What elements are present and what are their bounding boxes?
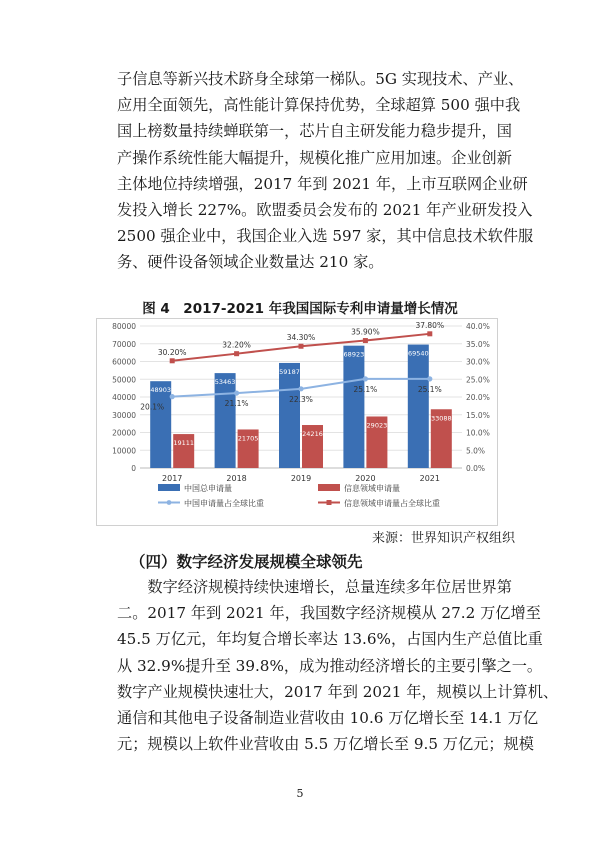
bar-total — [279, 363, 300, 468]
text-line: 数字产业规模快速壮大，2017 年到 2021 年，规模以上计算机、 — [117, 682, 559, 701]
figure-title: 图 4 2017-2021 年我国国际专利申请量增长情况 — [142, 301, 458, 317]
bar-data-label: 24216 — [302, 430, 323, 439]
y-left-tick-label: 50000 — [112, 375, 136, 385]
bar-data-label: 69540 — [407, 349, 429, 358]
text-line: 发投入增长 227%。欧盟委员会发布的 2021 年产业研发投入 — [117, 201, 533, 220]
line-data-label: 37.80% — [415, 320, 445, 330]
bar-data-label: 48903 — [150, 386, 172, 395]
y-left-tick-label: 20000 — [112, 428, 136, 438]
bar-total — [343, 346, 364, 468]
text-line: 子信息等新兴技术跻身全球第一梯队。5G 实现技术、产业、 — [117, 70, 524, 88]
line-data-label: 35.90% — [351, 327, 380, 337]
point-cn-share — [234, 390, 239, 395]
line-data-label: 21.1% — [224, 399, 249, 409]
text-line: 从 32.9%提升至 39.8%，成为推动经济增长的主要引擎之一。 — [117, 656, 543, 675]
y-right-tick-label: 20.0% — [466, 393, 490, 402]
figure-source: 来源：世界知识产权组织 — [371, 531, 515, 546]
y-right-tick-label: 40.0% — [466, 322, 490, 331]
point-info-share — [299, 344, 304, 349]
bar-total — [408, 345, 429, 468]
y-left-tick-label: 60000 — [112, 357, 136, 367]
text-line: 应用全面领先，高性能计算保持优势，全球超算 500 强中我 — [117, 96, 521, 115]
bar-data-label: 21705 — [237, 434, 259, 443]
bar-total — [150, 381, 171, 468]
text-line: 数字经济规模持续快速增长，总量连续多年位居世界第 — [117, 578, 512, 596]
point-info-share — [363, 338, 368, 343]
line-data-label: 25.1% — [417, 384, 442, 394]
legend-label: 信息领域申请量 — [344, 484, 400, 493]
line-data-label: 25.1% — [353, 384, 378, 394]
bar-data-label: 53463 — [214, 378, 236, 387]
x-tick-label: 2019 — [290, 474, 312, 483]
legend-label: 中国申请量占全球比重 — [184, 499, 264, 508]
y-left-tick-label: 10000 — [112, 446, 136, 456]
point-cn-share — [427, 376, 432, 381]
x-tick-label: 2020 — [355, 474, 376, 483]
line-data-label: 20.1% — [140, 402, 165, 412]
x-tick-label: 2021 — [419, 474, 440, 483]
text-line: 元；规模以上软件业营收由 5.5 万亿增长至 9.5 万亿元；规模 — [117, 735, 534, 754]
line-data-label: 30.20% — [157, 347, 187, 357]
x-tick-label: 2018 — [226, 474, 247, 483]
line-data-label: 32.20% — [222, 340, 251, 350]
bar-data-label: 59187 — [279, 367, 300, 376]
bar-total — [215, 373, 236, 468]
y-right-tick-label: 10.0% — [466, 428, 490, 438]
y-left-tick-label: 30000 — [112, 410, 136, 420]
y-right-tick-label: 25.0% — [466, 375, 490, 385]
legend-swatch — [158, 484, 180, 491]
y-left-tick-label: 40000 — [112, 393, 136, 402]
y-right-tick-label: 15.0% — [466, 410, 490, 420]
x-tick-label: 2017 — [162, 474, 183, 483]
bar-data-label: 33088 — [430, 414, 452, 423]
y-right-tick-label: 35.0% — [466, 339, 490, 349]
y-left-tick-label: 70000 — [112, 339, 136, 349]
text-line: 2500 强企业中，我国企业入选 597 家，其中信息技术软件服 — [117, 227, 534, 246]
bar-data-label: 19111 — [173, 439, 195, 448]
legend-swatch — [318, 484, 340, 491]
bar-data-label: 68923 — [343, 350, 365, 359]
chart-svg — [96, 318, 498, 526]
point-cn-share — [170, 394, 175, 399]
point-info-share — [427, 331, 432, 336]
body-paragraph-1 — [117, 66, 534, 276]
y-right-tick-label: 0.0% — [466, 464, 486, 473]
text-line: 主体地位持续增强，2017 年到 2021 年，上市互联网企业研 — [117, 174, 528, 193]
text-line: 产操作系统性能大幅提升，规模化推广应用加速。企业创新 — [117, 148, 512, 167]
legend-marker — [327, 500, 332, 505]
line-data-label: 22.3% — [289, 394, 313, 404]
point-info-share — [234, 351, 239, 356]
y-left-tick-label: 80000 — [112, 322, 136, 331]
text-line: 务、硬件设备领域企业数量达 210 家。 — [117, 253, 384, 272]
text-line: 国上榜数量持续蝉联第一，芯片自主研发能力稳步提升，国 — [117, 122, 512, 141]
y-left-tick-label: 0 — [131, 464, 136, 473]
page-number: 5 — [296, 787, 304, 800]
line-data-label: 34.30% — [286, 333, 316, 343]
text-line: 45.5 万亿元，年均复合增长率达 13.6%，占国内生产总值比重 — [117, 630, 543, 649]
point-cn-share — [298, 386, 303, 391]
y-right-tick-label: 5.0% — [466, 446, 486, 456]
patent-chart — [96, 318, 498, 526]
body-paragraph-2 — [117, 574, 559, 757]
section-title: （四）数字经济发展规模全球领先 — [130, 552, 363, 571]
legend-label: 中国总申请量 — [184, 484, 232, 493]
y-right-tick-label: 30.0% — [466, 357, 490, 367]
legend-label: 信息领域申请量占全球比重 — [344, 499, 440, 508]
bar-data-label: 29023 — [366, 421, 388, 430]
text-line: 通信和其他电子设备制造业营收由 10.6 万亿增长至 14.1 万亿 — [117, 709, 539, 728]
point-info-share — [170, 358, 175, 363]
text-line: 二。2017 年到 2021 年，我国数字经济规模从 27.2 万亿增至 — [117, 604, 541, 623]
point-cn-share — [363, 376, 368, 381]
legend-marker — [167, 500, 172, 505]
